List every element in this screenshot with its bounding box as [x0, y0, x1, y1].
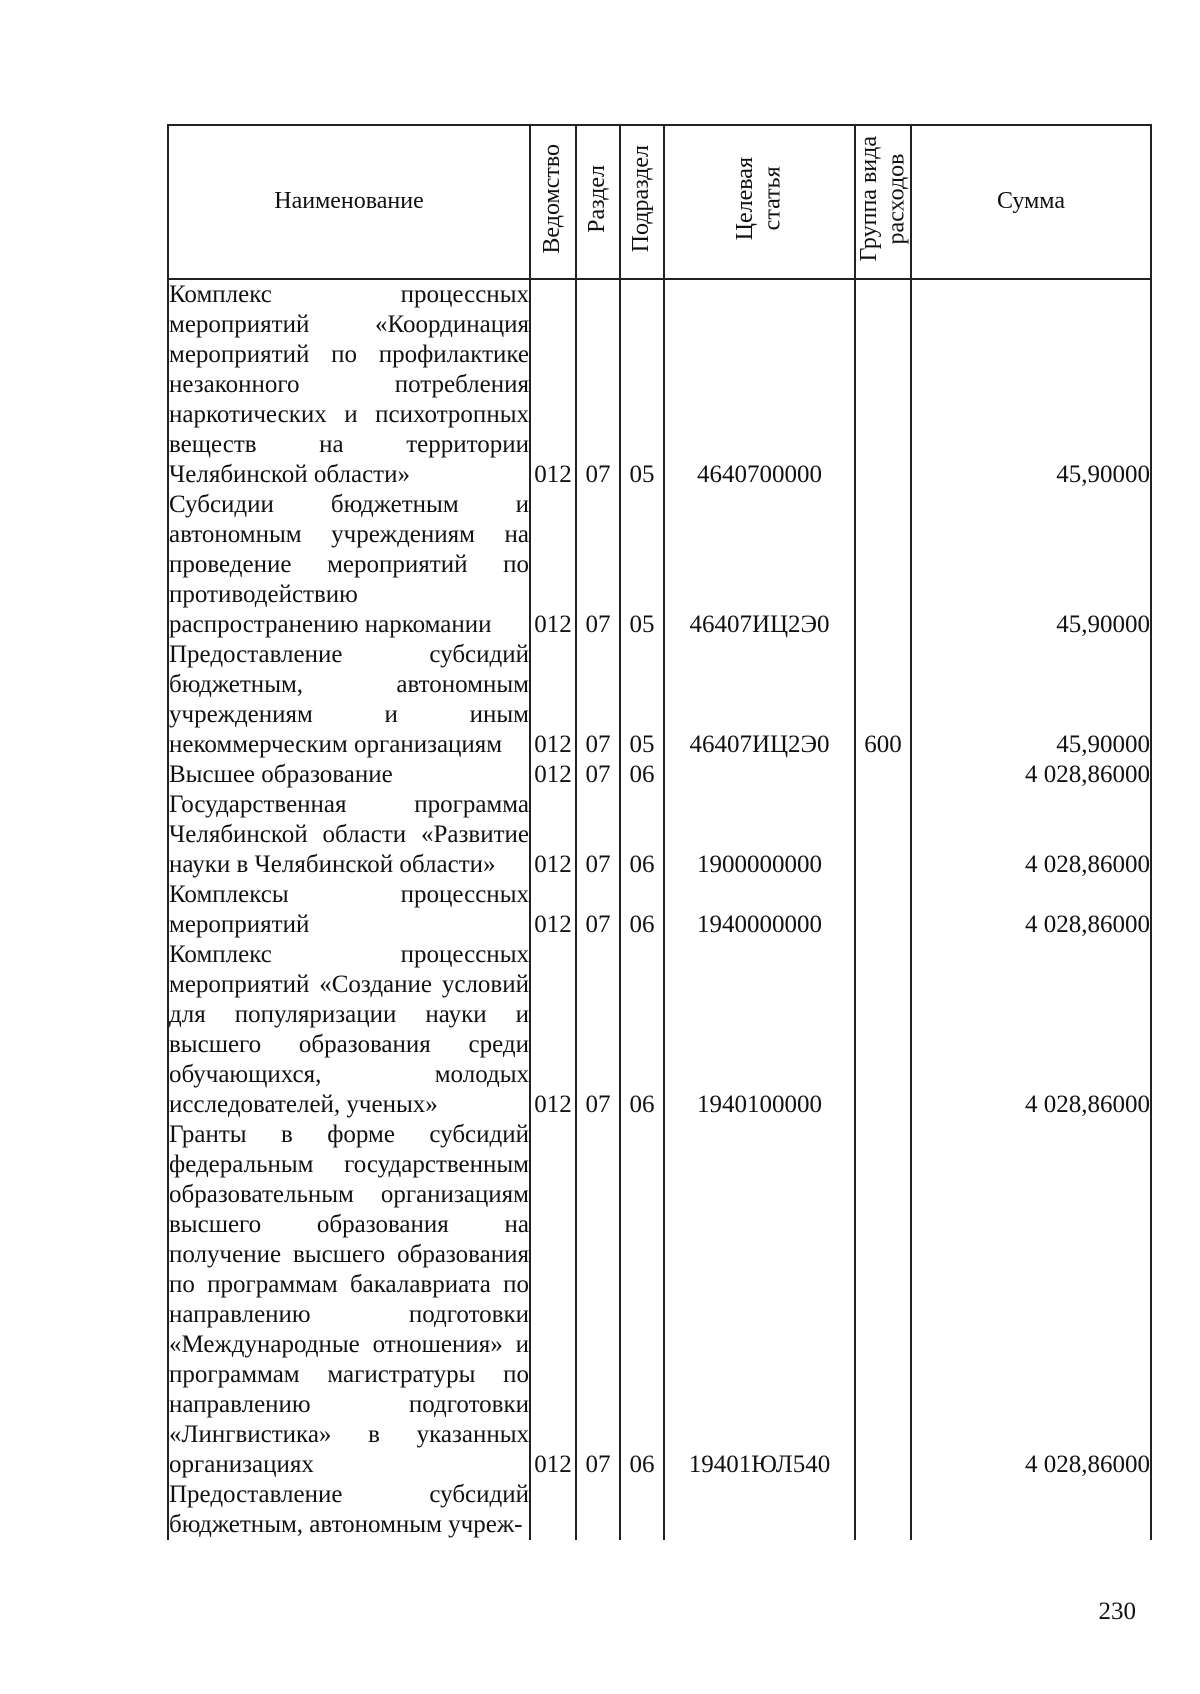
row-subsection — [620, 1480, 664, 1540]
table-row — [168, 760, 1151, 790]
row-section: 07 — [576, 490, 620, 640]
table-row — [168, 880, 1151, 940]
row-subsection: 06 — [620, 880, 664, 940]
header-section: Раздел — [576, 125, 620, 279]
row-group — [855, 490, 911, 640]
row-target: 1940100000 — [664, 940, 855, 1120]
row-name: Гранты в форме субсидий федеральным государственным образовательным организациям высшего образования на получение высшего образования по программам бакалавриата по направлению подготовки «Международные отношения» и программам магистратуры по направлению подготовки «Лингвистика» в указанных организациях — [169, 1121, 529, 1478]
row-subsection: 05 — [620, 490, 664, 640]
table-row — [168, 640, 1151, 760]
row-dept — [530, 1480, 576, 1540]
row-subsection: 05 — [620, 279, 664, 490]
row-sum — [911, 1480, 1151, 1540]
budget-table — [167, 124, 1152, 1540]
header-dept: Ведомство — [530, 125, 576, 279]
row-dept: 012 — [530, 940, 576, 1120]
row-sum: 4 028,86000 — [911, 940, 1151, 1120]
table-row — [168, 940, 1151, 1120]
row-group — [855, 1480, 911, 1540]
table-row — [168, 490, 1151, 640]
row-group — [855, 279, 911, 490]
row-group — [855, 760, 911, 790]
row-section: 07 — [576, 279, 620, 490]
row-section: 07 — [576, 790, 620, 880]
table-row — [168, 790, 1151, 880]
row-subsection: 06 — [620, 760, 664, 790]
row-dept: 012 — [530, 279, 576, 490]
row-sum: 4 028,86000 — [911, 1120, 1151, 1480]
row-sum: 4 028,86000 — [911, 760, 1151, 790]
row-target: 4640700000 — [664, 279, 855, 490]
header-name: Наименование — [168, 125, 530, 279]
header-group: Группа вида расходов — [855, 125, 911, 279]
row-name: Комплекс процессных мероприятий «Координация мероприятий по профилактике незаконного потребления наркотических и психотропных веществ на территории Челябинской области» — [169, 281, 529, 488]
row-dept: 012 — [530, 880, 576, 940]
row-target: 19401ЮЛ540 — [664, 1120, 855, 1480]
row-section: 07 — [576, 1120, 620, 1480]
row-sum: 45,90000 — [911, 490, 1151, 640]
row-name: Субсидии бюджетным и автономным учреждениям на проведение мероприятий по противодействию распространению наркомании — [169, 491, 529, 638]
row-subsection: 06 — [620, 1120, 664, 1480]
row-section: 07 — [576, 940, 620, 1120]
row-target: 46407ИЦ2Э0 — [664, 640, 855, 760]
header-subsection: Подраздел — [620, 125, 664, 279]
row-name: Комплекс процессных мероприятий «Создание условий для популяризации науки и высшего образования среди обучающихся, молодых исследователей, ученых» — [169, 941, 529, 1118]
row-target — [664, 1480, 855, 1540]
header-sum: Сумма — [911, 125, 1151, 279]
row-target — [664, 760, 855, 790]
row-group — [855, 1120, 911, 1480]
row-subsection: 06 — [620, 790, 664, 880]
row-target: 1900000000 — [664, 790, 855, 880]
row-name: Государственная программа Челябинской области «Развитие науки в Челябинской области» — [169, 791, 529, 878]
table-row — [168, 279, 1151, 490]
row-subsection: 05 — [620, 640, 664, 760]
row-sum: 4 028,86000 — [911, 880, 1151, 940]
row-group — [855, 940, 911, 1120]
page-number: 230 — [1098, 1598, 1136, 1625]
row-name: Комплексы процессных мероприятий — [169, 881, 529, 938]
row-section: 07 — [576, 760, 620, 790]
row-sum: 4 028,86000 — [911, 790, 1151, 880]
row-dept: 012 — [530, 490, 576, 640]
row-section — [576, 1480, 620, 1540]
row-name: Предоставление субсидий бюджетным, автономным учреж- — [169, 1481, 529, 1538]
row-target: 1940000000 — [664, 880, 855, 940]
row-group: 600 — [855, 640, 911, 760]
row-target: 46407ИЦ2Э0 — [664, 490, 855, 640]
row-group — [855, 790, 911, 880]
row-section: 07 — [576, 640, 620, 760]
row-group — [855, 880, 911, 940]
table-row — [168, 1120, 1151, 1480]
row-dept: 012 — [530, 790, 576, 880]
row-section: 07 — [576, 880, 620, 940]
row-dept: 012 — [530, 760, 576, 790]
row-subsection: 06 — [620, 940, 664, 1120]
row-name: Предоставление субсидий бюджетным, автономным учреждениям и иным некоммерческим организациям — [169, 641, 529, 758]
table-row — [168, 1480, 1151, 1540]
header-target: Целевая статья — [664, 125, 855, 279]
row-dept: 012 — [530, 1120, 576, 1480]
row-dept: 012 — [530, 640, 576, 760]
row-name: Высшее образование — [168, 760, 530, 790]
row-sum: 45,90000 — [911, 640, 1151, 760]
row-sum: 45,90000 — [911, 279, 1151, 490]
table-header-row — [168, 125, 1151, 279]
